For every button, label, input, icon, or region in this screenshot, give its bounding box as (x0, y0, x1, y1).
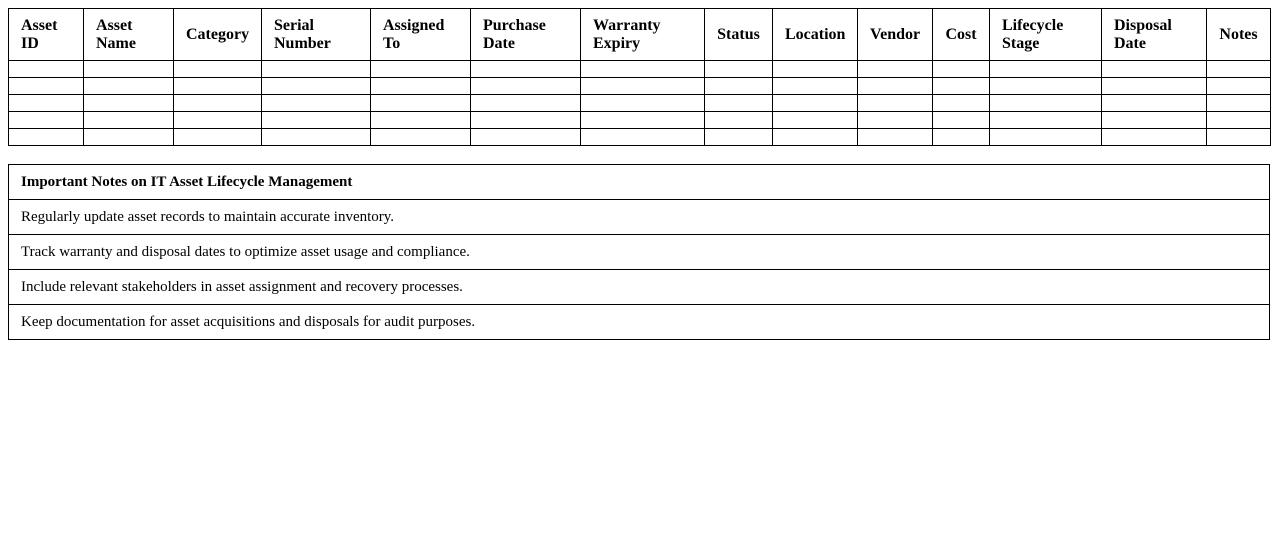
category-cell (174, 78, 262, 95)
location-cell (773, 61, 858, 78)
warranty-expiry-cell (581, 112, 705, 129)
vendor-cell (858, 129, 933, 146)
assigned-to-cell (371, 112, 471, 129)
location-cell (773, 112, 858, 129)
status-cell (705, 61, 773, 78)
disposal-date-cell (1102, 129, 1207, 146)
serial-number-cell (262, 78, 371, 95)
warranty-expiry-cell (581, 129, 705, 146)
serial-number-cell (262, 61, 371, 78)
asset-id-cell (9, 78, 84, 95)
assigned-to-cell (371, 129, 471, 146)
serial-number-cell (262, 112, 371, 129)
asset-name-cell (84, 112, 174, 129)
asset-id-cell (9, 95, 84, 112)
column-header-asset-id: Asset ID (9, 9, 84, 61)
column-header-assigned-to: Assigned To (371, 9, 471, 61)
column-header-cost: Cost (933, 9, 990, 61)
lifecycle-stage-cell (990, 129, 1102, 146)
purchase-date-cell (471, 112, 581, 129)
column-header-asset-name: Asset Name (84, 9, 174, 61)
location-cell (773, 95, 858, 112)
column-header-lifecycle-stage: Lifecycle Stage (990, 9, 1102, 61)
cost-cell (933, 78, 990, 95)
disposal-date-cell (1102, 112, 1207, 129)
table-row (9, 61, 1271, 78)
status-cell (705, 78, 773, 95)
cost-cell (933, 61, 990, 78)
status-cell (705, 129, 773, 146)
notes-cell (1207, 129, 1271, 146)
vendor-cell (858, 61, 933, 78)
category-cell (174, 112, 262, 129)
category-cell (174, 61, 262, 78)
assigned-to-cell (371, 61, 471, 78)
column-header-category: Category (174, 9, 262, 61)
asset-inventory-table (8, 8, 1271, 146)
cost-cell (933, 129, 990, 146)
column-header-disposal-date: Disposal Date (1102, 9, 1207, 61)
category-cell (174, 95, 262, 112)
vendor-cell (858, 112, 933, 129)
column-header-warranty-expiry: Warranty Expiry (581, 9, 705, 61)
column-header-purchase-date: Purchase Date (471, 9, 581, 61)
note-item: Regularly update asset records to maintain accurate inventory. (9, 200, 1270, 235)
asset-id-cell (9, 112, 84, 129)
column-header-status: Status (705, 9, 773, 61)
asset-name-cell (84, 129, 174, 146)
column-header-location: Location (773, 9, 858, 61)
purchase-date-cell (471, 95, 581, 112)
column-header-serial-number: Serial Number (262, 9, 371, 61)
asset-name-cell (84, 61, 174, 78)
notes-cell (1207, 95, 1271, 112)
vendor-cell (858, 95, 933, 112)
note-row (9, 305, 1270, 340)
notes-title: Important Notes on IT Asset Lifecycle Management (9, 165, 1270, 200)
table-header (9, 9, 1271, 61)
disposal-date-cell (1102, 61, 1207, 78)
vendor-cell (858, 78, 933, 95)
notes-cell (1207, 112, 1271, 129)
location-cell (773, 129, 858, 146)
note-row (9, 270, 1270, 305)
lifecycle-stage-cell (990, 78, 1102, 95)
header-row (9, 9, 1271, 61)
note-row (9, 235, 1270, 270)
warranty-expiry-cell (581, 95, 705, 112)
table-row (9, 95, 1271, 112)
warranty-expiry-cell (581, 78, 705, 95)
notes-cell (1207, 78, 1271, 95)
table-row (9, 129, 1271, 146)
category-cell (174, 129, 262, 146)
asset-name-cell (84, 95, 174, 112)
lifecycle-stage-cell (990, 95, 1102, 112)
column-header-vendor: Vendor (858, 9, 933, 61)
lifecycle-stage-cell (990, 61, 1102, 78)
assigned-to-cell (371, 78, 471, 95)
cost-cell (933, 95, 990, 112)
cost-cell (933, 112, 990, 129)
note-item: Include relevant stakeholders in asset assignment and recovery processes. (9, 270, 1270, 305)
notes-cell (1207, 61, 1271, 78)
status-cell (705, 112, 773, 129)
purchase-date-cell (471, 78, 581, 95)
table-body (9, 61, 1271, 146)
assigned-to-cell (371, 95, 471, 112)
table-row (9, 78, 1271, 95)
note-item: Track warranty and disposal dates to optimize asset usage and compliance. (9, 235, 1270, 270)
lifecycle-stage-cell (990, 112, 1102, 129)
asset-id-cell (9, 61, 84, 78)
disposal-date-cell (1102, 95, 1207, 112)
important-notes-table (8, 164, 1270, 340)
note-row (9, 200, 1270, 235)
note-item: Keep documentation for asset acquisitions and disposals for audit purposes. (9, 305, 1270, 340)
asset-id-cell (9, 129, 84, 146)
status-cell (705, 95, 773, 112)
purchase-date-cell (471, 61, 581, 78)
disposal-date-cell (1102, 78, 1207, 95)
warranty-expiry-cell (581, 61, 705, 78)
column-header-notes: Notes (1207, 9, 1271, 61)
serial-number-cell (262, 129, 371, 146)
purchase-date-cell (471, 129, 581, 146)
location-cell (773, 78, 858, 95)
table-row (9, 112, 1271, 129)
notes-title-row (9, 165, 1270, 200)
serial-number-cell (262, 95, 371, 112)
asset-name-cell (84, 78, 174, 95)
